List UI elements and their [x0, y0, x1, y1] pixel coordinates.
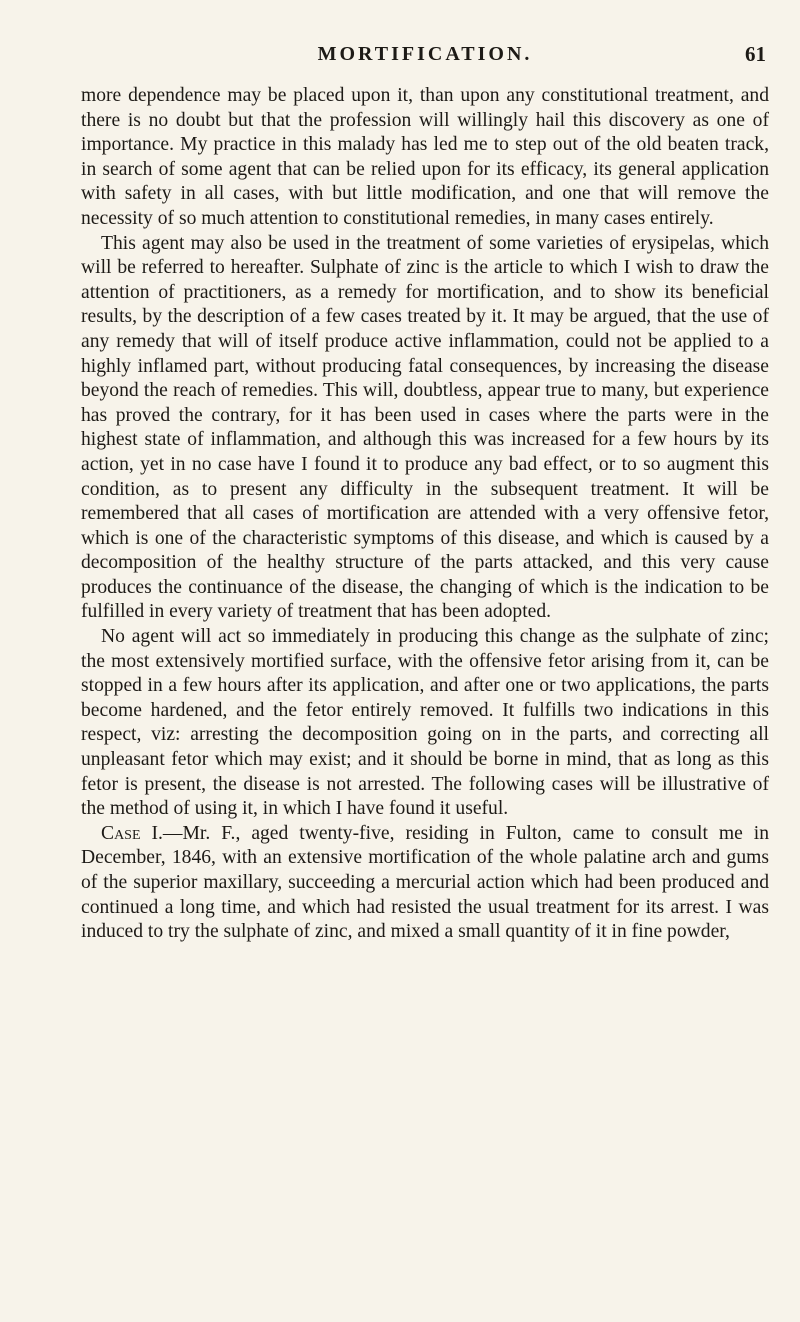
- case-label: Case I.: [101, 822, 163, 844]
- page-number: 61: [745, 42, 766, 66]
- paragraph-continued: more dependence may be placed upon it, than upon any constitutional treatment, and there is no doubt but that the profession will willingly hail this discovery as one of importance. My practice in this malady has led me to step out of the old beaten track, in search of some agent that can be relied upon for its efficacy, its general application with safety in all cases, with but little modification, and one that will remove the necessity of so much attention to constitutional remedies, in many cases entirely.: [81, 85, 769, 229]
- paragraph-no-agent: No agent will act so immediately in producing this change as the sulphate of zinc; the most extensively mortified surface, with the offensive fetor arising from it, can be stopped in a few hours after its application, and after one or two applications, the parts become hardened, and the fetor entirely removed. It fulfills two indications in this respect, viz: arresting the decomposition going on in the parts, and correcting all unpleasant fetor which may exist; and it should be borne in mind, that as long as this fetor is present, the disease is not arrested. The following cases will be illustrative of the method of using it, in which I have found it useful.: [81, 626, 769, 820]
- paragraph-agent: This agent may also be used in the treatment of some varieties of erysipelas, which will be referred to hereafter. Sulphate of zinc is the article to which I wish to draw the attention of practitioners, as a remedy for mortification, and to show its beneficial results, by the description of a few cases treated by it. It may be argued, that the use of any remedy that will of itself produce active inflammation, could not be applied to a highly inflamed part, without producing fatal consequences, by increasing the disease beyond the reach of remedies. This will, doubtless, appear true to many, but experience has proved the contrary, for it has been used in cases where the parts were in the highest state of inflammation, and although this was increased for a few hours by its action, yet in no case have I found it to produce any bad effect, or to so augment this condition, as to present any difficulty in the subsequent treatment. It will be remembered that all cases of mortification are attended with a very offensive fetor, which is one of the characteristic symptoms of this disease, and which is caused by a decomposition of the healthy structure of the parts attacked, and this very cause produces the continuance of the disease, the changing of which is the indication to be fulfilled in every variety of treatment that has been adopted.: [81, 232, 769, 623]
- running-title: MORTIFICATION.: [317, 43, 533, 65]
- paragraph-case-one: [81, 822, 769, 945]
- running-head: [84, 40, 766, 72]
- body-text: [81, 84, 769, 945]
- case-text: —Mr. F., aged twenty-five, residing in Fulton, came to consult me in December, 1846, with an extensive mortification of the whole palatine arch and gums of the superior maxillary, succeeding a mercurial action which had been produced and continued a long time, and which had resisted the usual treatment for its arrest. I was induced to try the sulphate of zinc, and mixed a small quantity of it in fine powder,: [81, 822, 769, 943]
